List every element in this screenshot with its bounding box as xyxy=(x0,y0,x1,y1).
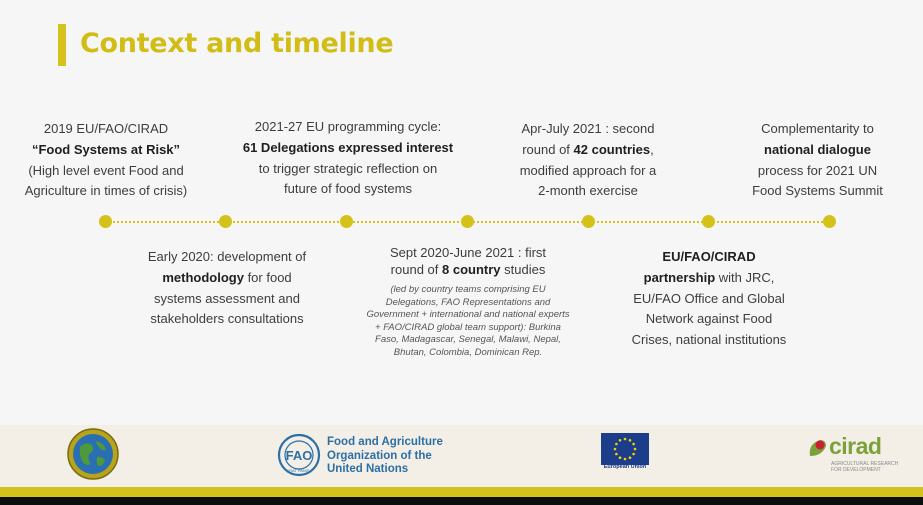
item-line-bold: 61 Delegations expressed interest xyxy=(242,139,454,155)
timeline-item-2021-27 xyxy=(238,117,458,200)
item-line-mixed: partnership with JRC, xyxy=(643,269,775,285)
bottom-edge xyxy=(0,497,923,505)
cirad-wordmark: cirad xyxy=(829,433,882,459)
country-studies-note: (led by country teams comprising EU Delegations, FAO Representations and Government + international and national experts + FAO/CIRAD global team support): Burkina Faso, Madagascar, Senegal, Malawi, Nepal, Bhutan, Colombia, Dominican Rep. xyxy=(366,284,570,358)
item-line: 2-month exercise xyxy=(538,183,638,199)
fao-name-line: Food and Agriculture xyxy=(327,436,443,448)
eu-flag-icon xyxy=(601,433,649,465)
timeline-dot xyxy=(582,215,595,228)
timeline-item-complementarity xyxy=(735,119,900,202)
item-line-bold: “Food Systems at Risk” xyxy=(31,141,181,157)
item-line: Complementarity to xyxy=(761,121,874,136)
timeline-dot xyxy=(219,215,232,228)
item-line-mixed: methodology for food xyxy=(162,269,292,285)
item-line: Early 2020: development of xyxy=(147,249,307,264)
timeline-item-partnership xyxy=(610,247,808,351)
fao-motto: FIAT PANIS xyxy=(288,468,310,473)
item-line: Agriculture in times of crisis) xyxy=(24,183,188,199)
cirad-leaf-icon xyxy=(806,436,828,460)
timeline-item-sept-2020 xyxy=(363,245,573,359)
timeline-dot xyxy=(702,215,715,228)
timeline-dot xyxy=(823,215,836,228)
timeline-dot xyxy=(340,215,353,228)
cirad-tagline xyxy=(831,461,901,473)
item-line: 2019 EU/FAO/CIRAD xyxy=(43,121,169,136)
cirad-tagline-line: FOR DEVELOPMENT xyxy=(831,467,881,473)
item-line: modified approach for a xyxy=(519,162,657,178)
timeline-item-early-2020 xyxy=(132,247,322,330)
item-line: Sept 2020-June 2021 : first xyxy=(389,245,547,260)
item-line: Crises, national institutions xyxy=(631,332,787,348)
item-line: future of food systems xyxy=(284,181,412,197)
slide-title: Context and timeline xyxy=(80,28,394,59)
cirad-tagline-line: AGRICULTURAL RESEARCH xyxy=(831,461,899,467)
item-line: stakeholders consultations xyxy=(150,311,304,327)
item-line: Network against Food xyxy=(645,311,773,327)
fao-emblem-icon xyxy=(277,433,321,477)
item-line: systems assessment and xyxy=(154,290,300,306)
food-systems-at-risk-logo-icon xyxy=(66,427,120,481)
fao-name-line: United Nations xyxy=(327,463,409,475)
timeline-item-2019 xyxy=(12,119,200,202)
item-line: EU/FAO Office and Global xyxy=(633,290,785,306)
timeline-item-apr-july-2021 xyxy=(498,119,678,202)
eu-caption: European Union xyxy=(603,464,647,470)
item-line-bold: national dialogue xyxy=(764,141,871,157)
item-line-bold: EU/FAO/CIRAD xyxy=(662,249,756,264)
fao-name xyxy=(327,436,443,477)
footer-accent-band xyxy=(0,487,923,497)
item-line: (High level event Food and xyxy=(28,162,184,178)
item-line: to trigger strategic reflection on xyxy=(258,160,438,176)
fao-name-line: Organization of the xyxy=(327,449,432,462)
item-line: process for 2021 UN xyxy=(757,162,878,178)
item-line: Apr-July 2021 : second xyxy=(521,121,655,136)
timeline-dot xyxy=(99,215,112,228)
svg-text:FAO: FAO xyxy=(285,448,313,463)
title-accent-bar xyxy=(58,24,66,66)
timeline-dot xyxy=(461,215,474,228)
item-line-mixed: round of 8 country studies xyxy=(390,261,546,277)
item-line: 2021-27 EU programming cycle: xyxy=(254,119,442,134)
item-line-mixed: round of 42 countries, xyxy=(522,141,654,157)
item-line: Food Systems Summit xyxy=(752,183,883,199)
logo-footer xyxy=(0,425,923,487)
